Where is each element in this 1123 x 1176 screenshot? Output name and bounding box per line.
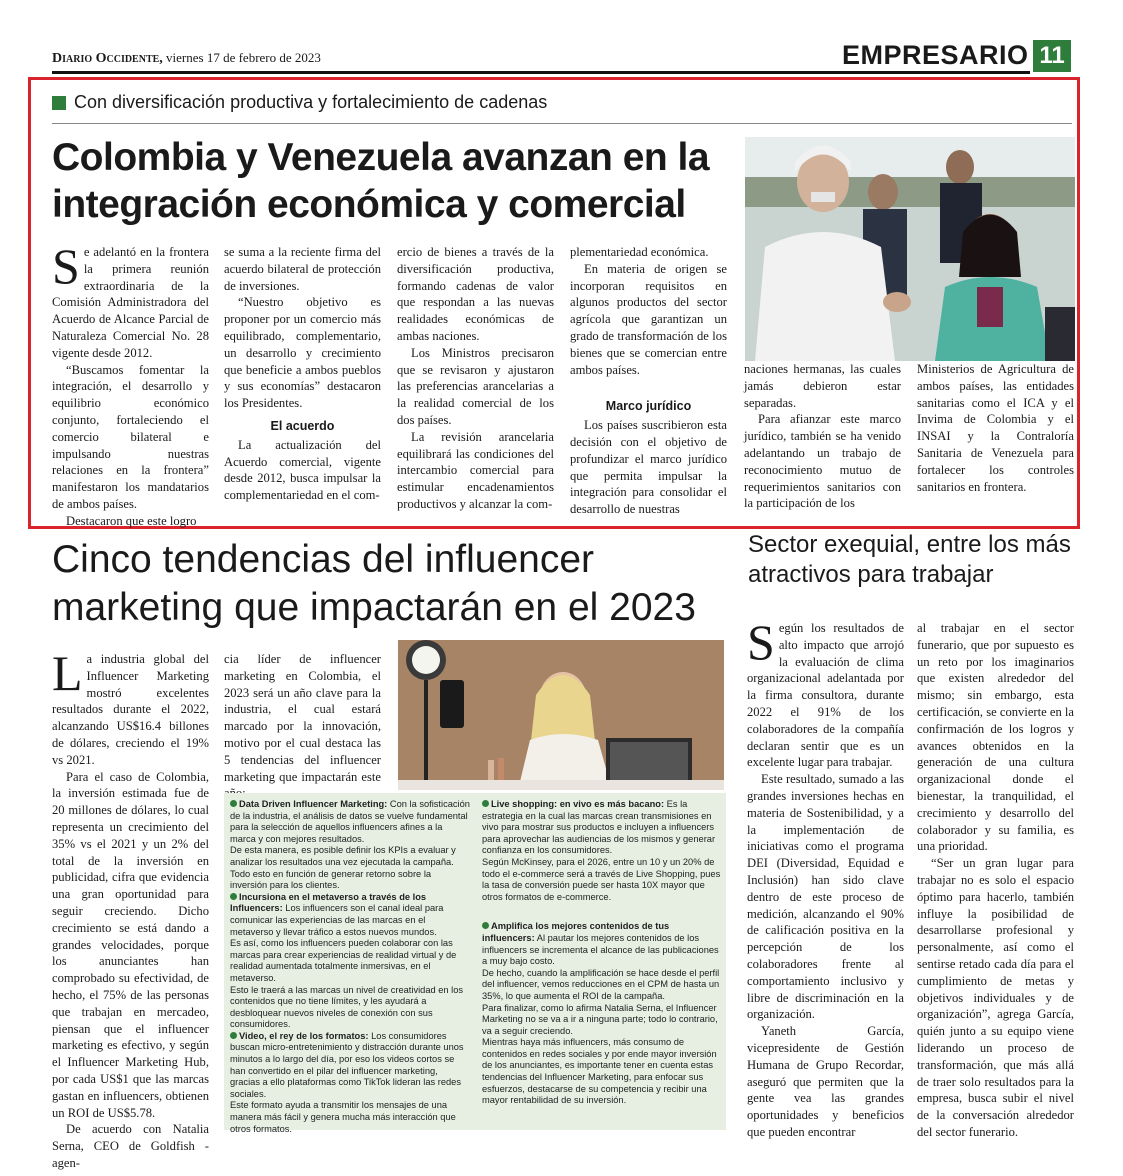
newspaper-brand: Diario Occidente, xyxy=(52,51,163,66)
paragraph: Destacaron que este logro xyxy=(66,513,197,528)
trend-text: Esto le traerá a las marcas un nivel de creatividad en los contenidos que no tiene límites, y les ayudará a desbloquear nuevos niveles de conexión con sus consumidores. xyxy=(230,984,464,1030)
trend-text: Mientras haya más influencers, más consumo de contenidos en redes sociales y por ende mayor inversión de los anunciantes, es importante tener en cuenta estas tendencias del Influencer Marketing, para enfocar sus esfuerzos, destacarse de su competencia y recibir una mayor rentabilidad de su inversión. xyxy=(482,1037,717,1106)
trend-text: Es la estrategia en la cual las marcas crean transmisiones en vivo para mostrar sus productos e incluyen a influencers para aprovechar las audiencias de los mismos y generar confianza en los consumidores. xyxy=(482,799,716,856)
dropcap: L xyxy=(52,645,83,701)
article3-column-2 xyxy=(917,620,1074,1141)
paragraph: De acuerdo con Natalia Serna, CEO de Goldfish - agen- xyxy=(52,1122,209,1170)
trend-text: De esta manera, es posible definir los KPIs a evaluar y analizar los resultados una vez ejecutada la campaña. Todo esto en función de generar retorno sobre la inversión para los clientes. xyxy=(230,845,456,891)
photo-influencer xyxy=(398,640,724,790)
photo-illustration xyxy=(398,640,724,790)
article1-column-1 xyxy=(52,238,209,530)
subhead: Marco jurídico xyxy=(605,399,692,414)
dropcap: S xyxy=(747,614,775,670)
kicker-rule xyxy=(52,123,1072,124)
trend-item xyxy=(482,1037,722,1107)
trend-text: Para finalizar, como lo afirma Natalia Serna, el Influencer Marketing no se va a ir a ninguna parte; todo lo contrario, va a seguir creciendo. xyxy=(482,1002,718,1036)
masthead xyxy=(52,50,321,67)
tendencias-box xyxy=(224,793,726,1134)
issue-date: viernes 17 de febrero de 2023 xyxy=(166,50,321,65)
green-bullet-icon xyxy=(482,922,489,929)
trend-title: Live shopping: en vivo es más bacano: xyxy=(491,799,665,809)
paragraph: En materia de origen se incorporan requisitos en algunos productos del sector agrícola que garantizan un grado de transformación de los bienes que se comercian entre ambos países. xyxy=(570,261,727,377)
tendencias-left-column xyxy=(230,799,470,1135)
article3-headline: Sector exequial, entre los más atractivos para trabajar xyxy=(748,531,1071,588)
trend-item xyxy=(230,1100,470,1135)
green-bullet-icon xyxy=(482,800,489,807)
green-bullet-icon xyxy=(230,1032,237,1039)
article1-kicker xyxy=(52,92,547,113)
trend-title: Data Driven Influencer Marketing: xyxy=(239,799,388,809)
trend-text: De hecho, cuando la amplificación se hace desde el perfil del influencer, vemos reducciones en el CPM de hasta un 35%, lo que aumenta el ROI de la campaña. xyxy=(482,967,720,1001)
trend-text: Según McKinsey, para el 2026, entre un 10 y un 20% de todo el e-commerce será a través de Live Shopping, pues la tasa de conversión puede ser hasta 10X mayor que otros formatos de e-commerce. xyxy=(482,856,721,902)
trend-item xyxy=(230,985,470,1031)
paragraph: se suma a la reciente firma del acuerdo bilateral de protección de inversiones. xyxy=(224,245,381,293)
trend-text: Los influencers son el canal ideal para comunicar las experiencias de las marcas en el metaverso y llevar tráfico a estos nuevos mundos. xyxy=(230,903,444,937)
article1-column-4 xyxy=(570,244,727,518)
trend-item xyxy=(230,845,470,891)
trend-item xyxy=(482,1003,722,1038)
header-rule xyxy=(52,71,1030,74)
paragraph: Los Ministros precisaron que se revisaron y ajustaron las preferencias arancelarias a la realidad comercial de los dos países. xyxy=(397,345,554,427)
paragraph: Este resultado, sumado a las grandes inversiones hechas en materia de Sostenibilidad, y a la implementación de iniciativas como el programa DEI (Diversidad, Equidad e Inclusión) han sido clave dentro de este proceso de medición, alcanzando el 90% de calificación positiva en la percepción de los colaboradores frente al comportamiento inclusivo y libre de discriminación en la organización. xyxy=(747,772,904,1022)
paragraph: “Ser un gran lugar para trabajar no es solo el espacio óptimo para hacerlo, también influye la posibilidad de desarrollarse profesional y personalmente, así como el sentirse retado cada día para el cumplimiento de metas y objetivos individuales y de organización”, agrega García, quién junto a su equipo viene liderando un proceso de transformación, que más allá de traer solo resultados para la empresa, busca subir el nivel de la conversación alrededor del sector funerario. xyxy=(917,856,1074,1139)
paragraph: egún los resultados de alto impacto que arrojó la evaluación de clima organizacional adelantada por la firma consultora, durante 2022 el 91% de los colaboradores de la compañía declaran sentir que es un excelente lugar para trabajar. xyxy=(747,621,904,770)
trend-item xyxy=(482,968,722,1003)
paragraph: a industria global del Influencer Marketing mostró excelentes resultados durante el 2022, alcanzando US$16.4 billones de dólares, creciendo el 19% vs 2021. xyxy=(52,652,209,767)
trend-item xyxy=(482,857,722,903)
trend-item xyxy=(230,892,470,938)
paragraph: naciones hermanas, las cuales jamás debieron estar separadas. xyxy=(744,362,901,410)
trend-text: Los consumidores buscan micro-entretenimiento y distracción durante unos minutos a lo largo del día, por eso los videos cortos se han convertido en el pilar del influencer marketing, gracias a ello plataformas como TikTok lideran las redes sociales. xyxy=(230,1030,464,1099)
green-square-icon xyxy=(52,96,66,110)
paragraph: Para el caso de Colombia, la inversión estimada fue de 20 millones de dólares, lo cual representa un crecimiento del 35% vs el 2021 y un 2% del total de la inversión en publicidad, cifra que evidencia una gran oportunidad para seguir creciendo. Dicho crecimiento se está dando a grandes velocidades, porque los anunciantes han comprobado su efectividad, de hecho, el 75% de las personas que trabajan en mercadeo, piensan que el influencer marketing es efectivo, y según el Influencer Marketing Hub, por cada US$1 que las marcas gastan en influencers, obtienen un ROI de US$5.78. xyxy=(52,769,209,1120)
trend-item xyxy=(482,921,722,967)
article1-column-3 xyxy=(397,244,554,513)
kicker-text: Con diversificación productiva y fortalecimiento de cadenas xyxy=(74,92,548,112)
paragraph: La revisión arancelaria equilibrará las condiciones del intercambio comercial para estimular encadenamientos productivos y alcanzar la com- xyxy=(397,429,554,511)
trend-item xyxy=(230,1031,470,1101)
article1-headline: Colombia y Venezuela avanzan en la integración económica y comercial xyxy=(52,136,710,226)
subhead: El acuerdo xyxy=(270,418,335,433)
paragraph: plementariedad económica. xyxy=(570,245,709,259)
paragraph: ercio de bienes a través de la diversificación productiva, formando cadenas de valor que respondan a las nuevas realidades económicas de ambas naciones. xyxy=(397,245,554,343)
trend-text: Al pautar los mejores contenidos de los influencers se incrementa el alcance de las publicaciones a muy bajo costo. xyxy=(482,932,719,967)
green-bullet-icon xyxy=(230,800,237,807)
paragraph: al trabajar en el sector funerario, que por supuesto es un reto por los imaginarios que existen alrededor del mismo; sin embargo, esta certificación, se convierte en la confirmación de los logros y avances obtenidos en la generación de una cultura organizacional donde el bienestar, la tranquilidad, el crecimiento y desarrollo del colaborador y su familia, es una prioridad. xyxy=(917,621,1074,854)
trend-title: Video, el rey de los formatos: xyxy=(239,1030,369,1041)
paragraph: e adelantó en la frontera la primera reunión extraordinaria de la Comisión Administradora del Acuerdo de Alcance Parcial de Naturaleza Comercial No. 28 vigente desde 2012. xyxy=(52,245,209,360)
section-title: EMPRESARIO xyxy=(842,40,1029,70)
tendencias-right-column xyxy=(482,799,722,1107)
trend-item xyxy=(482,799,722,857)
paragraph: La actualización del Acuerdo comercial, vigente desde 2012, busca impulsar la complementariedad en el com- xyxy=(224,437,381,503)
paragraph: Para afianzar este marco jurídico, también se ha venido adelantando un trabajo de reconocimiento mutuo de requerimientos sanitarios con la participación de los xyxy=(744,412,901,511)
article2-column-2 xyxy=(224,651,381,802)
paragraph: Ministerios de Agricultura de ambos países, las entidades sanitarias como el ICA y el Invima de Colombia y el INSAI y la Contraloría Sanitaria de Venezuela para fortalecer los controles sanitarios en frontera. xyxy=(917,362,1074,494)
photo-illustration xyxy=(745,137,1075,361)
article3-column-1 xyxy=(747,614,904,1141)
article2-column-1 xyxy=(52,645,209,1172)
trend-item xyxy=(230,938,470,984)
page-number: 11 xyxy=(1033,40,1071,72)
paragraph: Yaneth García, vicepresidente de Gestión Humana de Grupo Recordar, aseguró que permiten que la gente vea las grandes oportunidades y beneficios que pueden encontrar xyxy=(747,1024,904,1139)
trend-text: Es así, como los influencers pueden colaborar con las marcas para crear experiencias de realidad virtual y de realidad aumentada totalmente inmersivas, en el metaverso. xyxy=(230,938,457,983)
trend-item xyxy=(230,799,470,845)
article1-column-5 xyxy=(744,361,901,512)
trend-text: Con la sofisticación de la industria, el análisis de datos se vuelve fundamental para la selección de aquellos influencers afines a la marca y con mejores resultados. xyxy=(230,799,470,844)
dropcap: S xyxy=(52,238,80,294)
trend-title: Incursiona en el metaverso a través de los Influencers: xyxy=(230,891,427,914)
paragraph: Los países suscribieron esta decisión con el objetivo de profundizar el marco jurídico que permita impulsar la integración para consolidar el desarrollo de nuestras xyxy=(570,418,727,517)
paragraph: “Nuestro objetivo es proponer por un comercio más equilibrado, complementario, un desarrollo y crecimiento que beneficie a ambos pueblos y sus economías” destacaron los Presidentes. xyxy=(224,295,381,411)
trend-text: Este formato ayuda a transmitir los mensajes de una manera más fácil y genera mucha más interacción que otros formatos. xyxy=(230,1100,456,1134)
article1-column-2 xyxy=(224,244,381,504)
green-bullet-icon xyxy=(230,893,237,900)
trend-title: Amplifica los mejores contenidos de tus influencers: xyxy=(482,921,670,943)
photo-ministers-meeting xyxy=(745,137,1075,361)
paragraph: “Buscamos fomentar la integración, el desarrollo y equilibrio económico conjunto, fortaleciendo el comercio bilateral e impulsando nuestras relaciones en la frontera” manifestaron los mandatarios de ambos países. xyxy=(52,362,209,511)
article1-column-6 xyxy=(917,361,1074,495)
article2-headline: Cinco tendencias del influencer marketing que impactarán en el 2023 xyxy=(52,538,696,629)
paragraph: cia líder de influencer marketing en Colombia, el 2023 será un año clave para la industria, el cual estará marcado por la innovación, motivo por el cual destaca las 5 tendencias del influencer marketing que impactarán este xyxy=(224,652,381,784)
